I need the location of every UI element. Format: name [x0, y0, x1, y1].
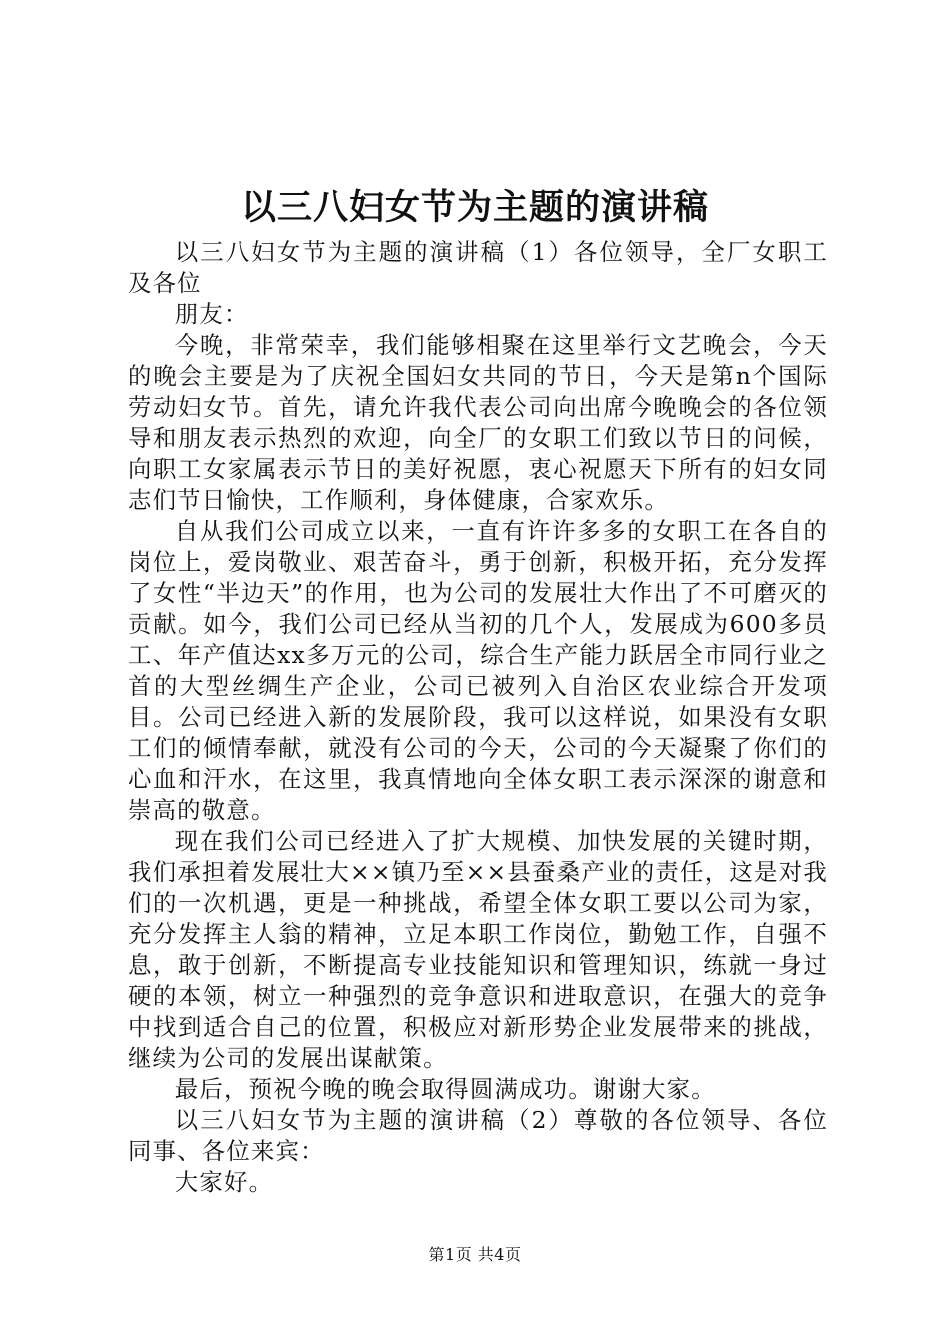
paragraph-contribution: 自从我们公司成立以来，一直有许许多多的女职工在各自的岗位上，爱岗敬业、艰苦奋斗，勇于创新，积极开拓，充分发挥了女性“半边天”的作用，也为公司的发展壮大作出了不可磨灭的贡献。如今，我们公司已经从当初的几个人，发展成为600多员工、年产值达xx多万元的公司，综合生产能力跃居全市同行业之首的大型丝绸生产企业，公司已被列入自治区农业综合开发项目。公司已经进入新的发展阶段，我可以这样说，如果没有女职工们的倾情奉献，就没有公司的今天，公司的今天凝聚了你们的心血和汗水，在这里，我真情地向全体女职工表示深深的谢意和崇高的敬意。 [128, 517, 828, 824]
paragraph-challenge: 现在我们公司已经进入了扩大规模、加快发展的关键时期，我们承担着发展壮大××镇乃至××县蚕桑产业的责任，这是对我们的一次机遇，更是一种挑战，希望全体女职工要以公司为家，充分发挥主人翁的精神，立足本职工作岗位，勤勉工作，自强不息，敢于创新，不断提高专业技能知识和管理知识，练就一身过硬的本领，树立一种强烈的竞争意识和进取意识，在强大的竞争中找到适合自己的位置，积极应对新形势企业发展带来的挑战，继续为公司的发展出谋献策。 [128, 827, 828, 1072]
paragraph-intro: 以三八妇女节为主题的演讲稿（1）各位领导，全厂女职工及各位 [128, 238, 828, 297]
page-footer: 第1页 共4页 [428, 1245, 522, 1264]
document-body [128, 237, 828, 1198]
paragraph-greeting: 朋友： [174, 300, 249, 328]
paragraph-second-greeting: 大家好。 [174, 1168, 274, 1196]
paragraph-welcome: 今晚，非常荣幸，我们能够相聚在这里举行文艺晚会，今天的晚会主要是为了庆祝全国妇女共同的节日，今天是第n个国际劳动妇女节。首先，请允许我代表公司向出席今晚晚会的各位领导和朋友表示热烈的欢迎，向全厂的女职工们致以节日的问候，向职工女家属表示节日的美好祝愿，衷心祝愿天下所有的妇女同志们节日愉快，工作顺利，身体健康，合家欢乐。 [128, 331, 828, 514]
paragraph-closing: 最后，预祝今晚的晚会取得圆满成功。谢谢大家。 [174, 1075, 716, 1103]
paragraph-second-speech-intro: 以三八妇女节为主题的演讲稿（2）尊敬的各位领导、各位同事、各位来宾： [128, 1106, 828, 1165]
document-title: 以三八妇女节为主题的演讲稿 [240, 187, 709, 228]
